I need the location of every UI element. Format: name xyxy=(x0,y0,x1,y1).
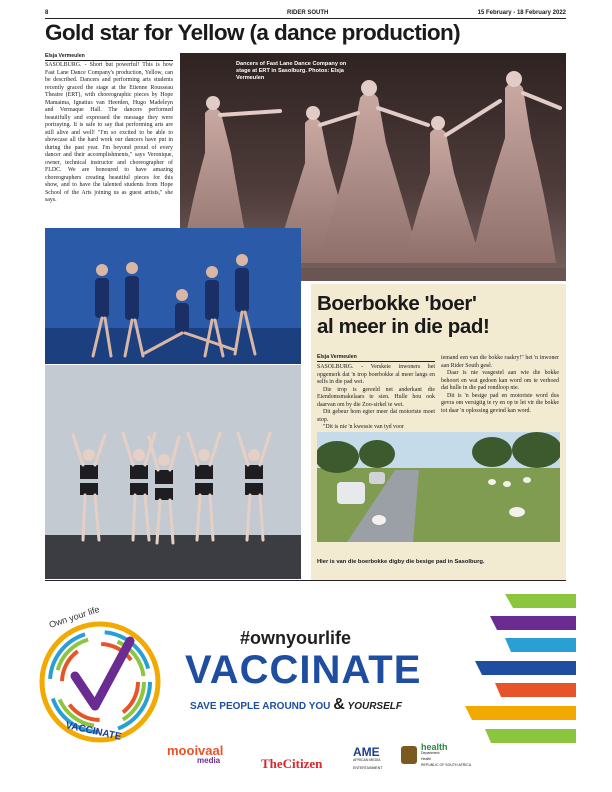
goats-road-illustration xyxy=(317,432,560,542)
boerbokke-paragraph: Dit is 'n besige pad en motoriste word dus gevra om versigtig te ry en op te let vir die bokke tot daar 'n oplossing gevind kan word. xyxy=(441,392,559,414)
hands-graphic xyxy=(465,594,576,743)
article-body xyxy=(45,62,173,205)
ad-hashtag: #ownyourlife xyxy=(240,628,352,648)
boerbokke-byline-rule xyxy=(317,361,435,362)
coat-of-arms-icon xyxy=(401,746,417,764)
ame-logo xyxy=(353,745,393,772)
ame-subtitle: AFRICAN MEDIA ENTERTAINMENT xyxy=(353,758,383,770)
boerbokke-col2 xyxy=(441,355,559,415)
health-sub: Health xyxy=(421,757,432,761)
vaccinate-advert xyxy=(35,586,576,782)
mooivaal-logo xyxy=(167,743,224,766)
boerbokke-photo-caption: Hier is van die boerbokke digby die besige pad in Sasolburg. xyxy=(317,559,485,565)
issue-date: 15 February - 18 February 2022 xyxy=(477,10,566,16)
boerbokke-headline xyxy=(317,292,489,338)
boerbokke-article xyxy=(311,284,566,580)
article-byline: Elsja Vermeulen xyxy=(45,53,85,59)
ad-tagline xyxy=(190,696,402,714)
article-paragraph: SASOLBURG. - Short but powerful! This is how Fast Lane Dance Company's production, Yellow, can be described. Dancers and performing arts students recently graced the stage at the Etienne Rousseau Theatre (ERT), with choreographic pieces by Hope Mamaima, Ignatius van Heerden, Hugo Madeleyn and Vermaque Hall. The dancers performed beautifully and expressed the message they were portraying. It is safe to say that performing arts are still alive and well! "I'm so excited to be able to showcase all the hard work our dancers have put in during the past year. I'm beyond proud of every dancer and their accomplishments," says Veronique, owner, technical instructor and choreographer of FLDC. We are honoured to have amazing choreographers creating beautiful pieces for this show, and to have the talented students from Hope School of the Arts joining us as guest artists," she says. xyxy=(45,62,173,203)
boerbokke-photo xyxy=(317,432,560,542)
badge-top-label: Own your life xyxy=(47,604,101,630)
page-number: 8 xyxy=(45,10,49,16)
boerbokke-paragraph: Daar is nie vasgestel aan wie die bokke behoort en wat gedoen kan word om te verhoed dat hulle in die pad rondloop nie. xyxy=(441,370,559,391)
stage-photo-caption: Dancers of Fast Lane Dance Company on stage at ERT in Sasolburg. Photos: Elsja Vermeulen xyxy=(236,61,347,81)
tagline-ampersand: & xyxy=(333,696,345,713)
grey-dancers-photo xyxy=(45,365,301,579)
grey-dancers-illustration xyxy=(45,365,301,579)
folio-rule xyxy=(45,18,566,19)
boerbokke-headline-line1: Boerbokke 'boer' xyxy=(317,292,477,315)
boerbokke-paragraph: "Dit is nie 'n kwessie van tyd voor xyxy=(323,424,404,430)
boerbokke-paragraph: iemand een van die bokke raakry!" het 'n inwoner aan Rider South gesê. xyxy=(441,355,559,369)
health-logo xyxy=(421,744,471,768)
boerbokke-headline-line2: al meer in die pad! xyxy=(317,315,490,338)
publication-name: RIDER SOUTH xyxy=(287,10,329,16)
ad-headline: VACCINATE xyxy=(185,648,422,692)
boerbokke-paragraph: Die trop is gereeld net anderkant die Eiendomsmakelaars te sien. Hulle hou ook daarvan om by die Zoo-sirkel te wei. xyxy=(317,386,435,408)
tagline-part2: YOURSELF xyxy=(347,701,402,712)
boerbokke-paragraph: Dit gebeur hom egter meer dat motoriste moet stop. xyxy=(317,409,435,423)
boerbokke-byline: Elsja Vermeulen xyxy=(317,354,357,360)
health-dept: Department: xyxy=(421,751,441,755)
health-country: REPUBLIC OF SOUTH AFRICA xyxy=(421,763,472,767)
mooivaal-name: mooivaal xyxy=(167,743,224,758)
ame-name: AME xyxy=(353,745,380,759)
article-headline: Gold star for Yellow (a dance production) xyxy=(45,20,461,45)
blue-dancers-photo xyxy=(45,228,301,364)
tagline-part1: SAVE PEOPLE AROUND YOU xyxy=(190,701,331,712)
mooivaal-media: media xyxy=(197,756,221,765)
blue-dancers-illustration xyxy=(45,228,301,364)
citizen-logo: TheCitizen xyxy=(261,756,323,771)
ad-separator xyxy=(45,580,566,581)
health-word: health xyxy=(421,742,448,752)
badge-bottom-text: VACCINATE xyxy=(64,720,123,743)
boerbokke-paragraph: SASOLBURG. - Verskeie inwoners het opgemerk dat 'n trop boerbokke al meer langs en selfs in die pad wei. xyxy=(317,364,435,385)
byline-rule xyxy=(45,60,173,61)
vaccinate-badge xyxy=(42,624,158,740)
boerbokke-col1 xyxy=(317,364,435,432)
